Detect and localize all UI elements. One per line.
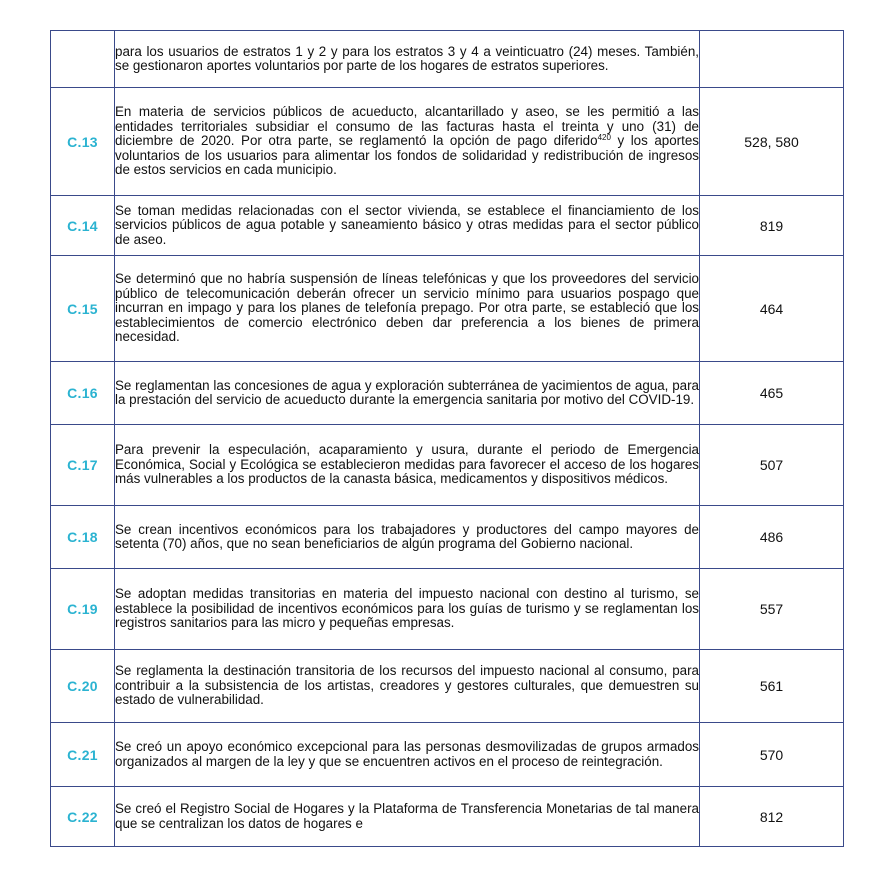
row-reference: 812 <box>700 787 844 847</box>
row-reference: 819 <box>700 196 844 256</box>
table-row <box>51 506 844 569</box>
row-code: C.17 <box>51 425 115 506</box>
row-description: Se crean incentivos económicos para los trabajadores y productores del campo mayores de setenta (70) años, que no sean beneficiarios de algún programa del Gobierno nacional. <box>115 506 700 569</box>
row-reference: 570 <box>700 723 844 787</box>
row-code: C.20 <box>51 650 115 723</box>
row-reference: 465 <box>700 362 844 425</box>
row-description: Se toman medidas relacionadas con el sector vivienda, se establece el financiamiento de los servicios públicos de agua potable y saneamiento básico y otras medidas para el sector público de aseo. <box>115 196 700 256</box>
row-reference: 507 <box>700 425 844 506</box>
row-reference: 557 <box>700 569 844 650</box>
table-row <box>51 196 844 256</box>
table-row <box>51 88 844 196</box>
row-reference: 561 <box>700 650 844 723</box>
row-code: C.14 <box>51 196 115 256</box>
row-reference: 486 <box>700 506 844 569</box>
row-description: Se adoptan medidas transitorias en materia del impuesto nacional con destino al turismo, se establece la posibilidad de incentivos económicos para los guías de turismo y se reglamentan los registros sanitarios para las micro y pequeñas empresas. <box>115 569 700 650</box>
row-description <box>115 88 700 196</box>
row-code: C.13 <box>51 88 115 196</box>
row-code: C.15 <box>51 256 115 362</box>
row-code: C.16 <box>51 362 115 425</box>
table-row <box>51 650 844 723</box>
footnote-marker[interactable]: 420 <box>597 133 611 143</box>
row-reference: 464 <box>700 256 844 362</box>
table-row <box>51 256 844 362</box>
row-description: para los usuarios de estratos 1 y 2 y para los estratos 3 y 4 a veinticuatro (24) meses. También, se gestionaron aportes voluntarios por parte de los hogares de estratos superiores. <box>115 31 700 88</box>
table-row <box>51 787 844 847</box>
row-description: Se reglamenta la destinación transitoria de los recursos del impuesto nacional al consumo, para contribuir a la subsistencia de los artistas, creadores y gestores culturales, que demuestren su estado de vulnerabilidad. <box>115 650 700 723</box>
row-code: C.19 <box>51 569 115 650</box>
row-code <box>51 31 115 88</box>
row-code: C.21 <box>51 723 115 787</box>
decrees-table <box>50 30 844 847</box>
table-row <box>51 31 844 88</box>
row-description: Para prevenir la especulación, acaparamiento y usura, durante el periodo de Emergencia Económica, Social y Ecológica se establecieron medidas para favorecer el acceso de los hogares más vulnerables a los productos de la canasta básica, medicamentos y dispositivos médicos. <box>115 425 700 506</box>
table-row <box>51 569 844 650</box>
row-description: Se reglamentan las concesiones de agua y exploración subterránea de yacimientos de agua, para la prestación del servicio de acueducto durante la emergencia sanitaria por motivo del COVID-19. <box>115 362 700 425</box>
row-reference: 528, 580 <box>700 88 844 196</box>
row-description: Se determinó que no habría suspensión de líneas telefónicas y que los proveedores del servicio público de telecomunicación deberán ofrecer un servicio mínimo para usuarios pospago que incurran en impago y para los planes de telefonía prepago. Por otra parte, se estableció que los establecimientos de comercio electrónico deben dar preferencia a los bienes de primera necesidad. <box>115 256 700 362</box>
row-code: C.18 <box>51 506 115 569</box>
table-row <box>51 723 844 787</box>
table-row <box>51 362 844 425</box>
row-description: Se creó un apoyo económico excepcional para las personas desmovilizadas de grupos armados organizados al margen de la ley y que se encuentren activos en el proceso de reintegración. <box>115 723 700 787</box>
row-code: C.22 <box>51 787 115 847</box>
row-description: Se creó el Registro Social de Hogares y la Plataforma de Transferencia Monetarias de tal manera que se centralizan los datos de hogares e <box>115 787 700 847</box>
description-text: En materia de servicios públicos de acueducto, alcantarillado y aseo, se les permitió a las entidades territoriales subsidiar el consumo de las facturas hasta el treinta y uno (31) de diciembre de 2020. Por otra parte, se reglamentó la opción de pago diferido <box>115 104 699 149</box>
description-text: y los aportes voluntarios de los usuarios para alimentar los fondos de solidaridad y redistribución de ingresos de estos servicios en cada municipio. <box>115 133 700 178</box>
row-reference <box>700 31 844 88</box>
table-row <box>51 425 844 506</box>
